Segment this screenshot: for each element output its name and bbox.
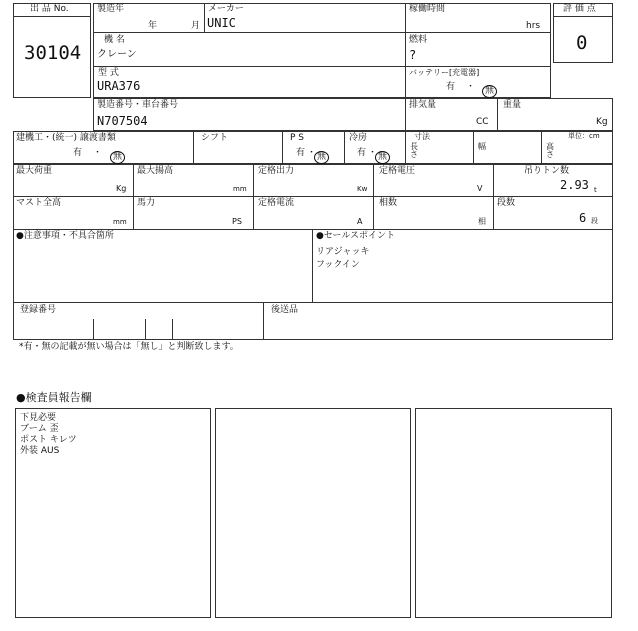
inspector-box-3 (415, 408, 612, 618)
stages-value: 6 (579, 211, 587, 225)
length-label: 長さ (410, 142, 418, 159)
max-load-label: 最大荷重 (16, 166, 53, 176)
rated-voltage-label: 定格電圧 (379, 166, 416, 176)
exhaust-label: 排気量 (409, 100, 437, 110)
model-name-label: 機 名 (104, 35, 125, 45)
type-label: 型 式 (98, 68, 119, 78)
serial-label: 製造番号・車台番号 (97, 100, 179, 110)
phase-unit: 相 (478, 217, 486, 226)
fuel-value: ? (409, 48, 417, 62)
footnote: *有・無の記載が無い場合は「無し」と判断致します。 (19, 342, 239, 352)
inspector-line-4: 外装 AUS (20, 446, 60, 456)
mast-label: マスト全高 (16, 198, 62, 208)
cert-dot: ・ (93, 148, 103, 158)
maker-value: UNIC (207, 16, 236, 30)
height-label: 高さ (546, 142, 554, 159)
inspector-line-1: 下見必要 (20, 413, 57, 423)
weight-unit: Kg (596, 117, 608, 127)
score-value: 0 (576, 32, 588, 54)
dim-label: 寸法 (414, 132, 430, 141)
ps-dot: ・ (307, 148, 317, 158)
sales-line-2: フックイン (316, 260, 360, 270)
hours-label: 稼働時間 (409, 4, 446, 14)
year-unit: 年 (148, 21, 158, 31)
after-label: 後送品 (271, 305, 299, 315)
month-unit: 月 (191, 21, 201, 31)
fuel-label: 燃料 (409, 35, 428, 45)
horsepower-unit: PS (232, 217, 242, 226)
cert-yes: 有 (73, 148, 83, 158)
width-label: 幅 (478, 142, 486, 151)
horsepower-label: 馬力 (137, 198, 156, 208)
cert-label: 建機工・(統一) 譲渡書類 (16, 133, 116, 143)
year-label: 製造年 (97, 4, 125, 14)
max-lift-label: 最大揚高 (137, 166, 174, 176)
hours-unit: hrs (526, 21, 541, 31)
sales-label: ●セールスポイント (316, 231, 396, 241)
inspector-line-2: ブーム 歪 (20, 424, 59, 434)
battery-yes: 有 (446, 82, 456, 92)
reg-box (13, 302, 613, 340)
rated-output-label: 定格出力 (258, 166, 295, 176)
serial-value: N707504 (97, 114, 148, 128)
max-load-unit: Kg (116, 184, 127, 193)
maker-label: メーカー (208, 4, 244, 14)
no-label: 出 品 No. (30, 4, 69, 14)
stages-label: 段数 (497, 198, 516, 208)
rated-current-unit: A (357, 217, 363, 226)
ps-no: 無 (314, 151, 329, 164)
battery-dot: ・ (466, 82, 476, 92)
battery-label: バッテリー[充電器] (409, 68, 480, 77)
rated-current-label: 定格電流 (258, 198, 295, 208)
inspector-title: ●検査員報告欄 (16, 391, 92, 404)
cool-dot: ・ (368, 148, 378, 158)
weight-label: 重量 (503, 100, 522, 110)
ps-yes: 有 (296, 148, 306, 158)
lift-ton-label: 吊りトン数 (524, 166, 570, 176)
cert-no: 無 (110, 151, 125, 164)
max-lift-unit: mm (233, 185, 247, 193)
rated-output-unit: Kw (357, 185, 368, 193)
battery-no: 無 (482, 85, 497, 98)
dim-unit-label: 単位：cm (568, 132, 600, 140)
cool-yes: 有 (357, 148, 367, 158)
sales-line-1: リアジャッキ (316, 247, 370, 257)
stages-unit: 段 (591, 217, 598, 225)
row3 (13, 164, 613, 197)
exhaust-unit: CC (476, 117, 489, 127)
model-name-value: クレーン (97, 49, 137, 60)
reg-label: 登録番号 (20, 305, 57, 315)
mast-unit: mm (113, 218, 127, 226)
score-label: 評 価 点 (563, 4, 596, 14)
phase-label: 相数 (379, 198, 398, 208)
inspector-line-3: ポスト キレツ (20, 435, 77, 445)
caution-label: ●注意事項・不具合箇所 (16, 231, 114, 241)
lift-ton-value: 2.93 (560, 178, 589, 192)
ps-label: P S (290, 133, 305, 143)
rated-voltage-unit: V (477, 184, 483, 193)
row4 (13, 196, 613, 230)
shift-label: シフト (201, 133, 229, 143)
no-value: 30104 (24, 42, 82, 64)
inspector-box-2 (215, 408, 411, 618)
lift-ton-unit: t (594, 186, 597, 194)
type-value: URA376 (97, 79, 141, 93)
cool-label: 冷房 (349, 133, 368, 143)
cool-no: 無 (375, 151, 390, 164)
